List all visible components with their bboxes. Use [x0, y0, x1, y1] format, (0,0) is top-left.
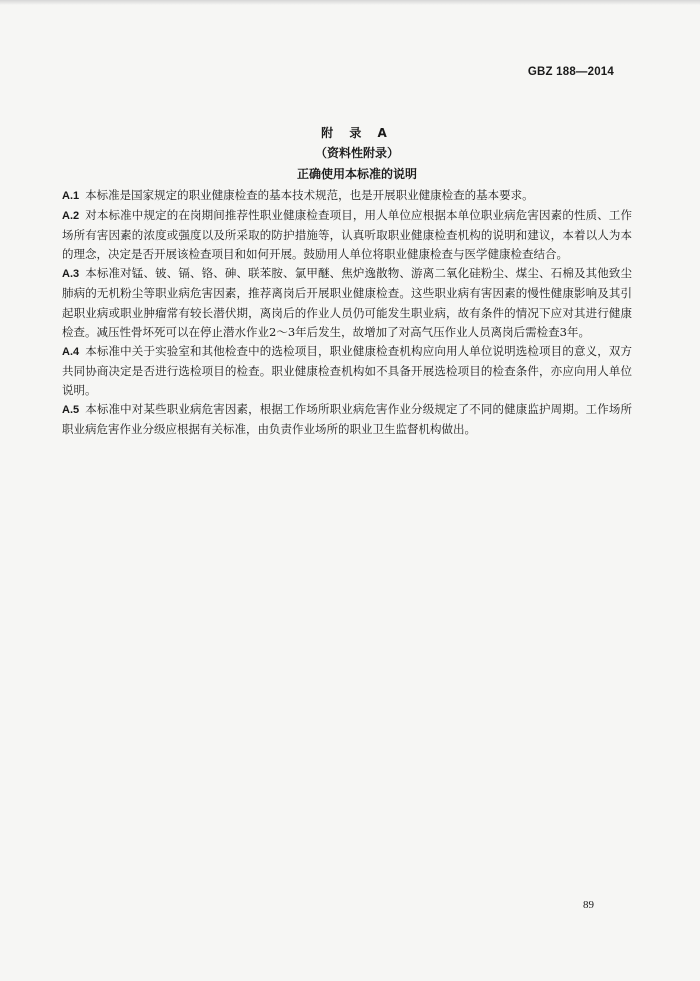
page-number: 89	[583, 899, 594, 911]
annex-name: 正确使用本标准的说明	[296, 167, 417, 181]
clause-a5	[62, 400, 632, 439]
clause-a2	[62, 206, 632, 264]
clause-a4	[62, 342, 632, 400]
clause-text: 本标准中关于实验室和其他检查中的选检项目，职业健康检查机构应向用人单位说明选检项目的意义，双方共同协商决定是否进行选检项目的检查。职业健康检查机构如不具备开展选检项目的检查条件，亦应向用人单位说明。	[62, 343, 632, 397]
annex-title: 附 录 A	[321, 126, 393, 140]
clause-text: 本标准对锰、铍、镉、铬、砷、联苯胺、氯甲醚、焦炉逸散物、游离二氧化硅粉尘、煤尘、石棉及其他致尘肺病的无机粉尘等职业病危害因素，推荐离岗后开展职业健康检查。这些职业病有害因素的慢性健康影响及其引起职业病或职业肿瘤常有较长潜伏期，离岗后的作业人员仍可能发生职业病，故有条件的情况下应对其进行健康检查。减压性骨坏死可以在停止潜水作业2～3年后发生，故增加了对高气压作业人员离岗后需检查3年。	[62, 266, 632, 339]
clause-text: 本标准中对某些职业病危害因素，根据工作场所职业病危害作业分级规定了不同的健康监护周期。工作场所职业病危害作业分级应根据有关标准，由负责作业场所的职业卫生监督机构做出。	[62, 402, 632, 437]
clause-number: A.5	[62, 404, 80, 417]
clause-text: 对本标准中规定的在岗期间推荐性职业健康检查项目，用人单位应根据本单位职业病危害因素的性质、工作场所有害因素的浓度或强度以及所采取的防护措施等，认真听取职业健康检查机构的说明和建议，本着以人为本的理念，决定是否开展该检查项目和如何开展。鼓励用人单位将职业健康检查与医学健康检查结合。	[62, 208, 632, 262]
clause-number: A.1	[62, 190, 80, 202]
clause-text: 本标准是国家规定的职业健康检查的基本技术规范，也是开展职业健康检查的基本要求。	[85, 188, 534, 202]
standard-code: GBZ 188—2014	[527, 66, 614, 78]
scan-top-edge	[0, 0, 700, 5]
clause-number: A.3	[62, 268, 80, 281]
clause-a3	[62, 264, 632, 341]
annex-type: （资料性附录）	[314, 146, 399, 160]
clause-a1	[62, 186, 632, 206]
annex-heading	[0, 124, 700, 183]
annex-body	[62, 186, 632, 439]
clause-number: A.4	[62, 345, 80, 358]
clause-number: A.2	[62, 210, 80, 223]
